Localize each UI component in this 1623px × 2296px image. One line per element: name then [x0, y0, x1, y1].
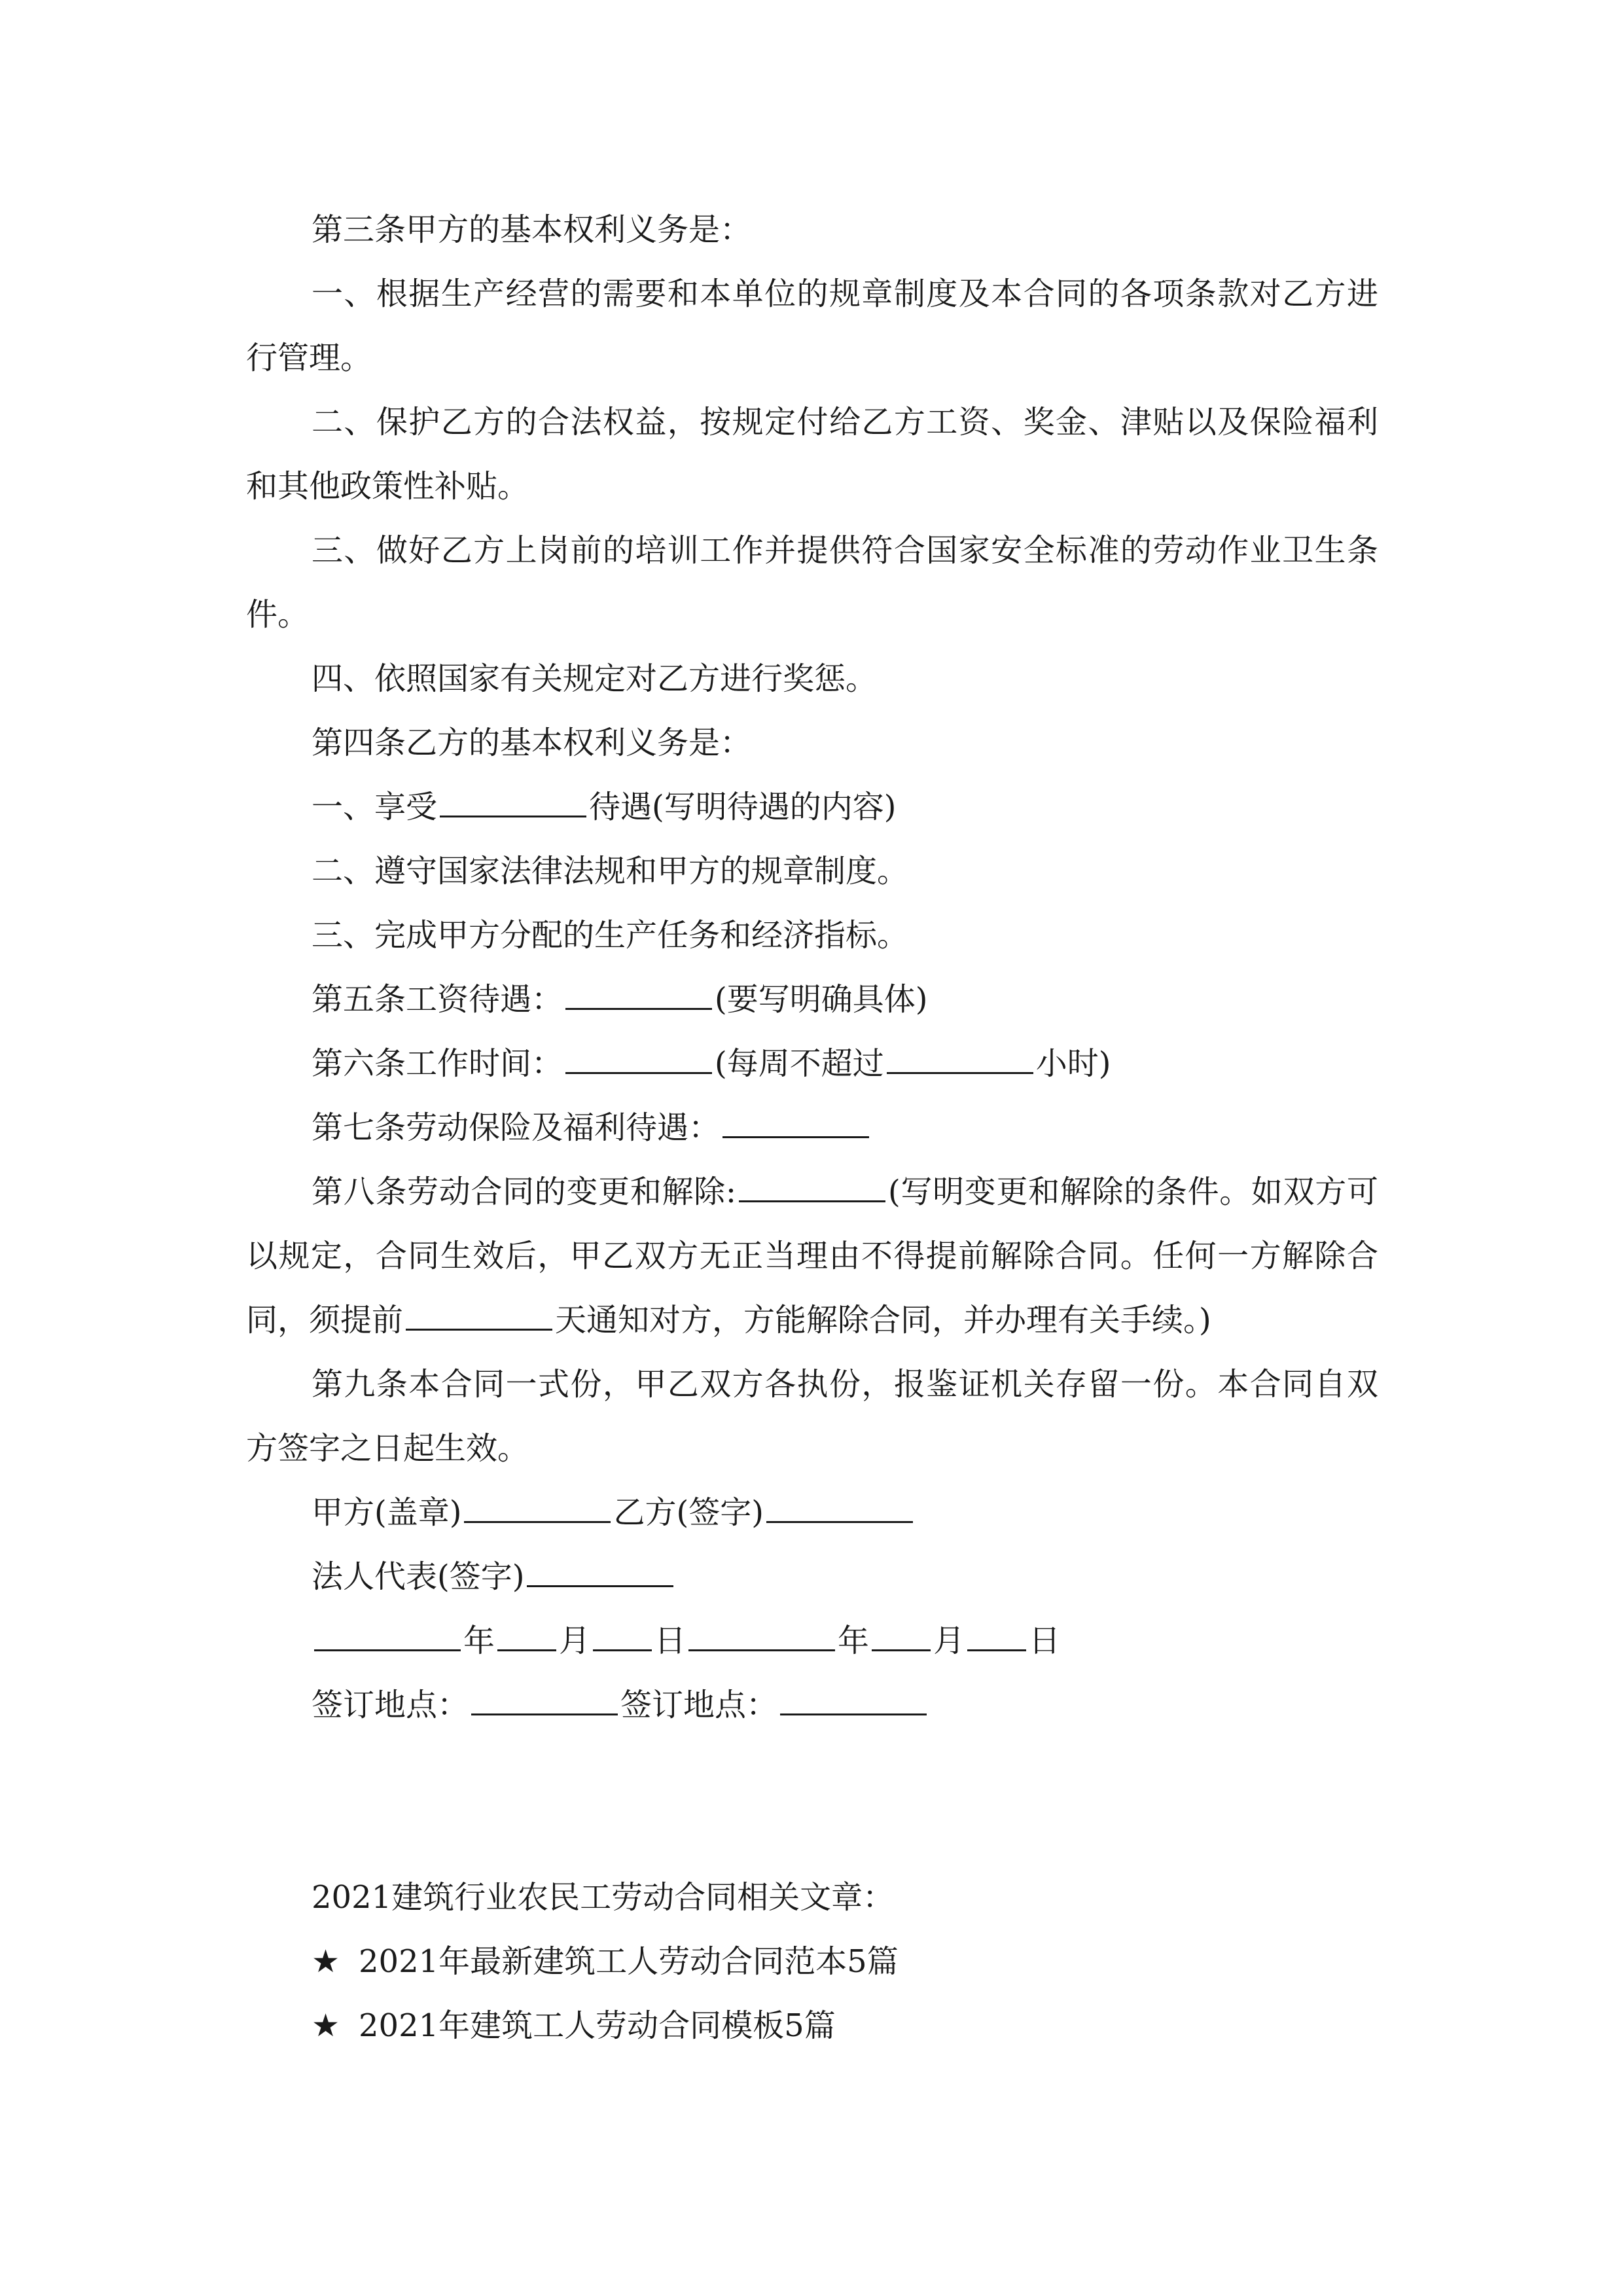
signature-places — [246, 1673, 1378, 1737]
star-icon: ★ — [312, 2007, 340, 2044]
article5 — [246, 967, 1378, 1031]
place-a-label: 签订地点： — [312, 1687, 469, 1723]
notice-days-blank — [406, 1292, 552, 1331]
month-a-blank — [497, 1613, 556, 1651]
article4-item1 — [246, 775, 1378, 839]
star-icon: ★ — [312, 1943, 340, 1980]
article4-item1-post: 待遇(写明待遇的内容) — [589, 789, 897, 825]
year-a-blank — [314, 1613, 461, 1651]
place-b-blank — [780, 1677, 927, 1715]
month-b-blank — [872, 1613, 931, 1651]
signature-dates — [246, 1609, 1378, 1673]
wage-blank — [565, 971, 712, 1010]
article3-item1: 一、根据生产经营的需要和本单位的规章制度及本合同的各项条款对乙方进行管理。 — [246, 276, 1378, 376]
work-time-blank — [565, 1035, 712, 1074]
day-a-label: 日 — [654, 1623, 687, 1659]
year-b-blank — [688, 1613, 835, 1651]
related-link-2-text[interactable]: 2021年建筑工人劳动合同模板5篇 — [359, 2007, 836, 2044]
related-link-1-text[interactable]: 2021年最新建筑工人劳动合同范本5篇 — [359, 1943, 899, 1980]
month-b-label: 月 — [933, 1623, 965, 1659]
section-spacer — [246, 1737, 1378, 1865]
article4-item2: 二、遵守国家法律法规和甲方的规章制度。 — [312, 853, 909, 889]
article5-pre: 第五条工资待遇： — [312, 981, 563, 1018]
party-a-blank — [464, 1484, 611, 1523]
article4-heading: 第四条乙方的基本权利义务是： — [312, 725, 752, 761]
legal-rep-label: 法人代表(签字) — [312, 1558, 525, 1595]
article6-pre: 第六条工作时间： — [312, 1045, 563, 1082]
article4-item1-pre: 一、享受 — [312, 789, 438, 825]
article7-pre: 第七条劳动保险及福利待遇： — [312, 1109, 721, 1146]
change-terms-blank — [739, 1164, 885, 1202]
month-a-label: 月 — [559, 1623, 591, 1659]
related-heading: 2021建筑行业农民工劳动合同相关文章： — [312, 1879, 895, 1916]
weekly-hours-blank — [887, 1035, 1033, 1074]
party-a-label: 甲方(盖章) — [312, 1494, 462, 1531]
article6-post: 小时) — [1035, 1045, 1111, 1082]
year-a-label: 年 — [463, 1623, 495, 1659]
place-b-label: 签订地点： — [620, 1687, 778, 1723]
place-a-blank — [471, 1677, 618, 1715]
insurance-blank — [722, 1100, 869, 1138]
article6-mid: (每周不超过 — [715, 1045, 884, 1082]
benefit-blank — [440, 779, 586, 817]
party-b-label: 乙方(签字) — [613, 1494, 764, 1531]
article3-item3: 三、做好乙方上岗前的培训工作并提供符合国家安全标准的劳动作业卫生条件。 — [246, 532, 1378, 633]
day-b-label: 日 — [1029, 1623, 1061, 1659]
article8-pre: 第八条劳动合同的变更和解除: — [312, 1174, 737, 1210]
document-body — [246, 198, 1378, 2058]
article3-heading: 第三条甲方的基本权利义务是： — [312, 211, 752, 248]
article4-item3: 三、完成甲方分配的生产任务和经济指标。 — [312, 917, 909, 954]
article8 — [246, 1160, 1378, 1352]
article3-item2: 二、保护乙方的合法权益，按规定付给乙方工资、奖金、津贴以及保险福利和其他政策性补贴。 — [246, 404, 1378, 505]
article8-post: 天通知对方，方能解除合同，并办理有关手续。) — [555, 1302, 1211, 1338]
related-link-2[interactable] — [246, 1994, 1378, 2058]
article3-item4: 四、依照国家有关规定对乙方进行奖惩。 — [312, 660, 878, 697]
signature-parties — [246, 1480, 1378, 1545]
legal-rep-blank — [527, 1549, 673, 1587]
day-a-blank — [593, 1613, 652, 1651]
article9: 第九条本合同一式份，甲乙双方各执份，报鉴证机关存留一份。本合同自双方签字之日起生效。 — [246, 1366, 1378, 1467]
related-link-1[interactable] — [246, 1929, 1378, 1994]
article5-post: (要写明确具体) — [715, 981, 928, 1018]
signature-legal-rep — [246, 1545, 1378, 1609]
party-b-blank — [766, 1484, 913, 1523]
day-b-blank — [967, 1613, 1026, 1651]
article7 — [246, 1096, 1378, 1160]
article8-mid: (写明变更和解除的条件。如双方可以规定，合同生效后，甲乙双方无正当理由不得提前解除合同。任何一方解除合同，须提前 — [246, 1174, 1378, 1338]
year-b-label: 年 — [838, 1623, 870, 1659]
article6 — [246, 1031, 1378, 1096]
